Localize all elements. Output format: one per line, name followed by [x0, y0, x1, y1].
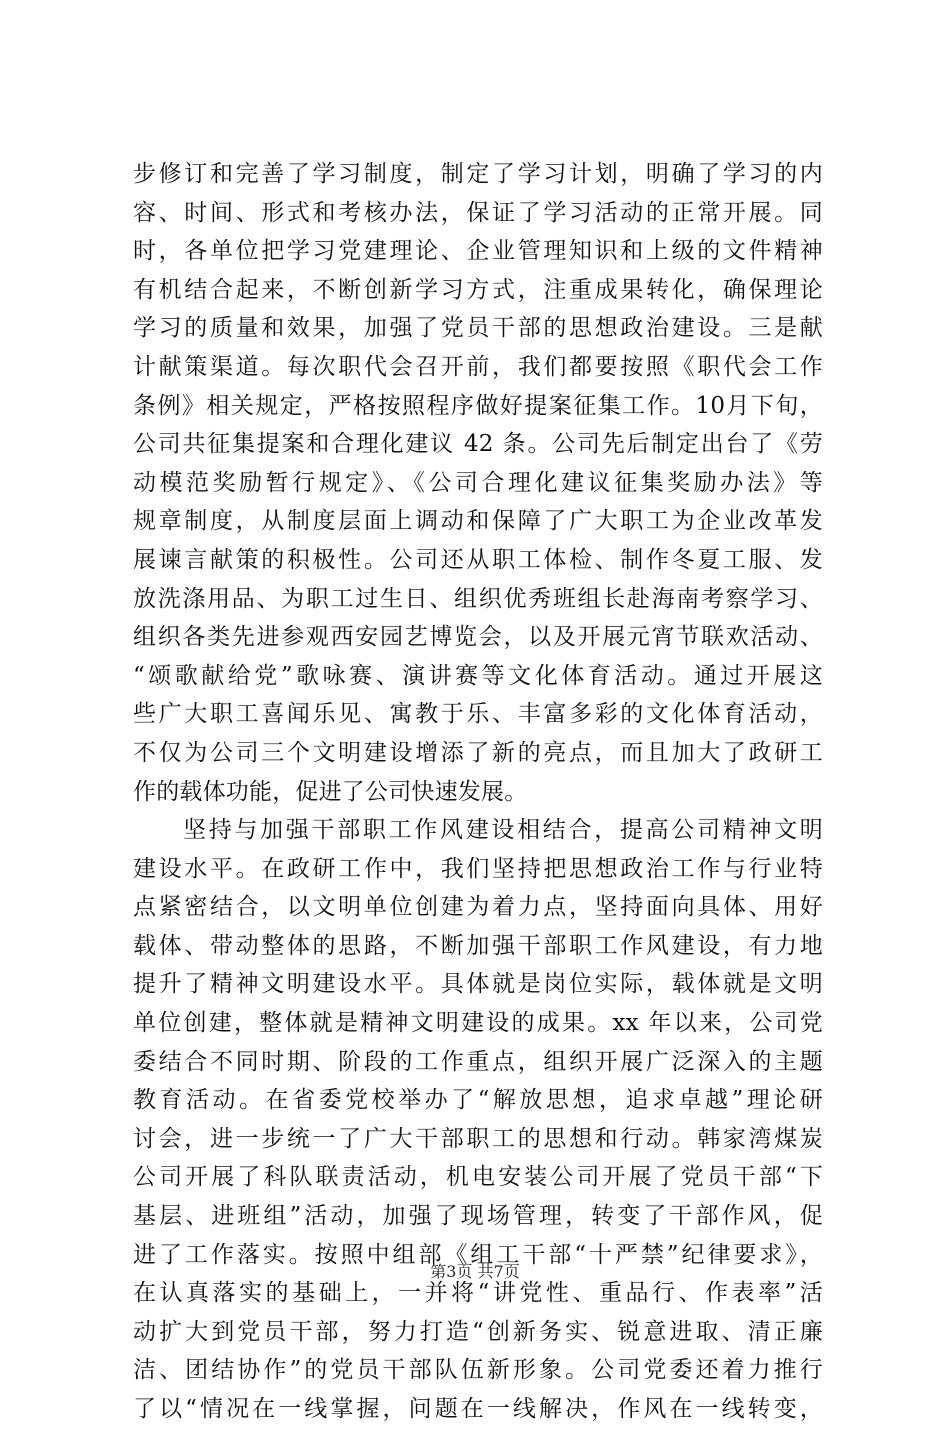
text-line: 有机结合起来，不断创新学习方式，注重成果转化，确保理论: [133, 276, 823, 303]
text-line: 载体、带动整体的思路，不断加强干部职工作风建设，有力地: [133, 932, 823, 959]
text-line: 基层、进班组”活动，加强了现场管理，转变了干部作风，促: [133, 1203, 823, 1230]
text-line: 讨会，进一步统一了广大干部职工的思想和行动。韩家湾煤炭: [133, 1125, 823, 1152]
text-line: “颂歌献给党”歌咏赛、演讲赛等文化体育活动。通过开展这: [133, 662, 823, 689]
text-line: 委结合不同时期、阶段的工作重点，组织开展广泛深入的主题: [133, 1048, 823, 1075]
text-line: 提升了精神文明建设水平。具体就是岗位实际，载体就是文明: [133, 971, 823, 998]
text-line: 在认真落实的基础上，一并将“讲党性、重品行、作表率”活: [133, 1280, 823, 1307]
text-line: 容、时间、形式和考核办法，保证了学习活动的正常开展。同: [133, 199, 823, 226]
text-line: 时，各单位把学习党建理论、企业管理知识和上级的文件精神: [133, 238, 823, 265]
text-line: 组织各类先进参观西安园艺博览会，以及开展元宵节联欢活动、: [133, 624, 823, 651]
paragraph-end-line: 作的载体功能，促进了公司快速发展。: [133, 778, 528, 805]
text-line: 步修订和完善了学习制度，制定了学习计划，明确了学习的内: [133, 161, 823, 187]
text-line: 计献策渠道。每次职代会召开前，我们都要按照《职代会工作: [133, 353, 823, 380]
text-line: 建设水平。在政研工作中，我们坚持把思想政治工作与行业特: [133, 855, 823, 882]
text-line: 规章制度，从制度层面上调动和保障了广大职工为企业改革发: [133, 508, 823, 535]
text-line: 洁、团结协作”的党员干部队伍新形象。公司党委还着力推行: [133, 1357, 823, 1384]
text-line: 动扩大到党员干部，努力打造“创新务实、锐意进取、清正廉: [133, 1318, 823, 1345]
text-line: 条例》相关规定，严格按照程序做好提案征集工作。10月下旬，: [133, 392, 823, 419]
page-footer: 第3页 共7页: [430, 1262, 520, 1281]
text-line: 进了工作落实。按照中组部《组工干部“十严禁”纪律要求》，: [133, 1241, 823, 1268]
text-line: 公司共征集提案和合理化建议 42 条。公司先后制定出台了《劳: [133, 431, 823, 458]
text-line: 教育活动。在省委党校举办了“解放思想，追求卓越”理论研: [133, 1087, 823, 1114]
text-line: 点紧密结合，以文明单位创建为着力点，坚持面向具体、用好: [133, 894, 823, 921]
text-line: 动模范奖励暂行规定》、《公司合理化建议征集奖励办法》等: [133, 469, 823, 496]
text-line: 了以“情况在一线掌握，问题在一线解决，作风在一线转变，: [133, 1396, 823, 1422]
paragraph-start-line: 坚持与加强干部职工作风建设相结合，提高公司精神文明: [183, 817, 823, 844]
text-line: 放洗涤用品、为职工过生日、组织优秀班组长赴海南考察学习、: [133, 585, 823, 612]
text-line: 展谏言献策的积极性。公司还从职工体检、制作冬夏工服、发: [133, 546, 823, 573]
text-line: 公司开展了科队联责活动，机电安装公司开展了党员干部“下: [133, 1164, 823, 1191]
text-line: 不仅为公司三个文明建设增添了新的亮点，而且加大了政研工: [133, 739, 823, 766]
text-line: 单位创建，整体就是精神文明建设的成果。xx 年以来，公司党: [133, 1010, 823, 1037]
text-line: 学习的质量和效果，加强了党员干部的思想政治建设。三是献: [133, 315, 823, 342]
body-text: [133, 155, 823, 1429]
text-line: 些广大职工喜闻乐见、寓教于乐、丰富多彩的文化体育活动，: [133, 701, 823, 728]
